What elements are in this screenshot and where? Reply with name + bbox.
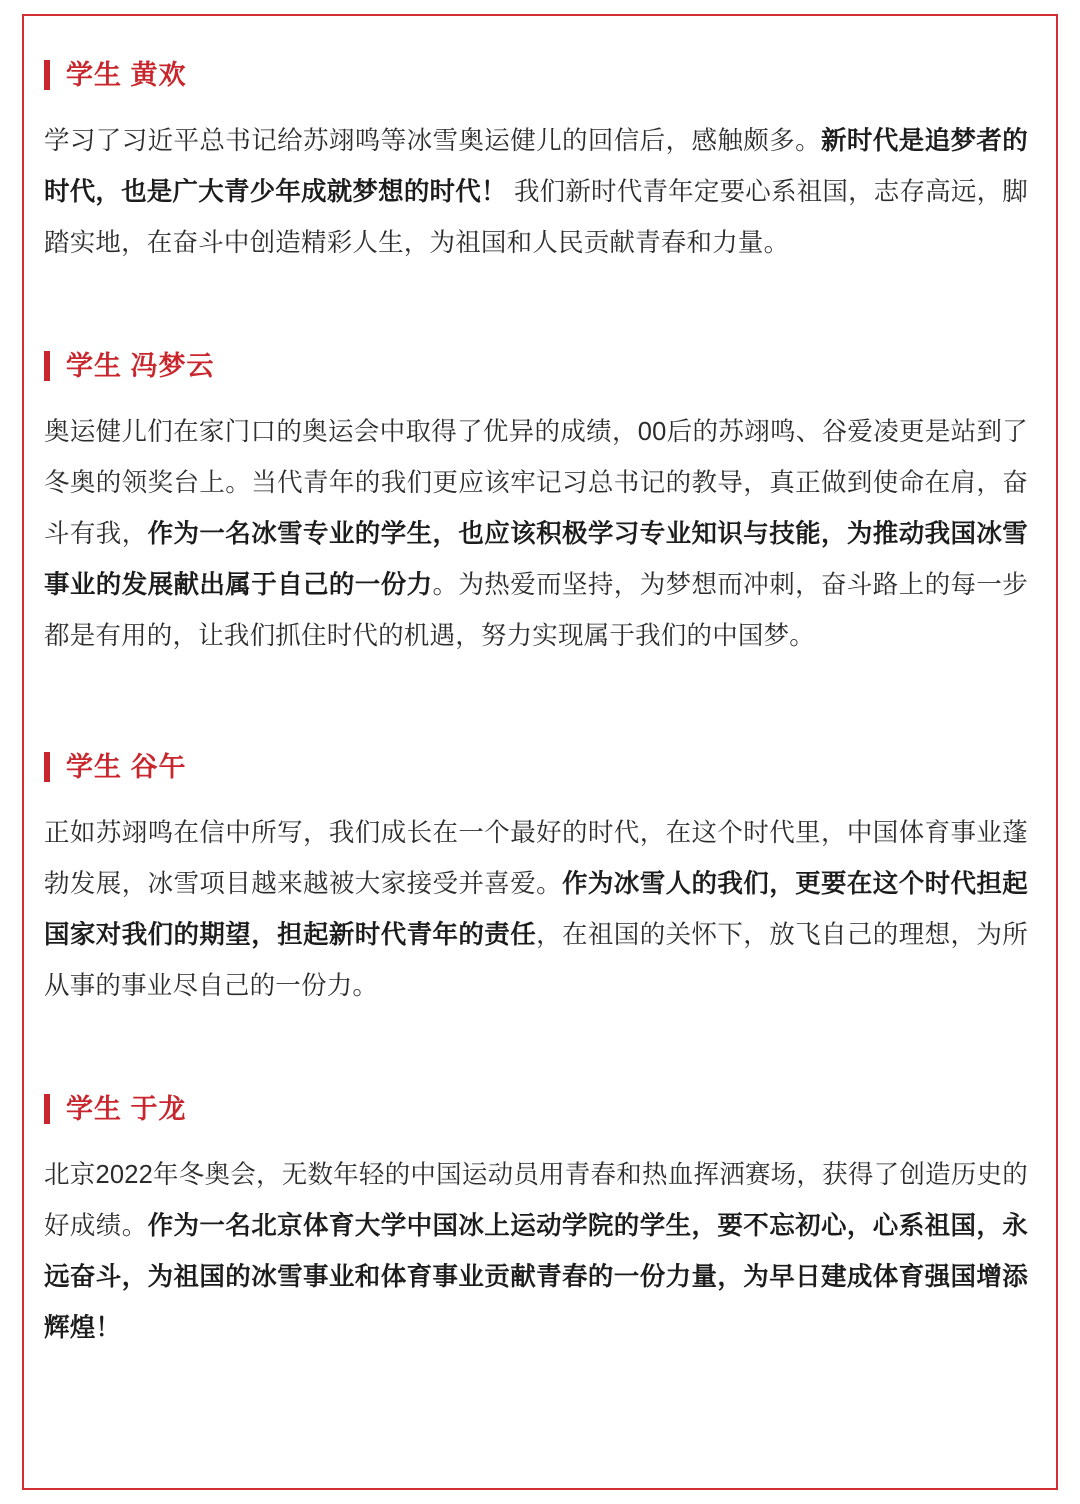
entry-header (44, 60, 1028, 90)
spacer (44, 1038, 1028, 1094)
entry-text-plain: ，在祖国的关怀下，放飞自己的理想，为所从事的事业尽自己的一份力。 (44, 921, 1028, 1000)
entry-header (44, 752, 1028, 782)
entry-text-bold: 作为一名冰雪专业的学生，也应该积极学习专业知识与技能，为推动我国冰雪事业的发展献出属于自己的一份力 (44, 520, 1028, 599)
testimonial-entry (44, 60, 1028, 269)
testimonial-entry (44, 752, 1028, 1012)
entry-title: 学生 冯梦云 (66, 350, 215, 381)
entry-body (44, 116, 1028, 269)
entry-text-plain: 学习了习近平总书记给苏翊鸣等冰雪奥运健儿的回信后，感触颇多。 (44, 127, 821, 155)
entry-title: 学生 谷午 (66, 751, 187, 782)
entry-text-bold: 作为冰雪人的我们，更要在这个时代担起国家对我们的期望，担起新时代青年的责任 (44, 870, 1028, 949)
spacer (44, 295, 1028, 351)
entry-title: 学生 黄欢 (66, 59, 187, 90)
entry-header (44, 1094, 1028, 1124)
entry-text-plain: 正如苏翊鸣在信中所写，我们成长在一个最好的时代，在这个时代里，中国体育事业蓬勃发展，冰雪项目越来越被大家接受并喜爱。 (44, 819, 1028, 898)
entry-body (44, 407, 1028, 662)
entry-title: 学生 于龙 (66, 1093, 187, 1124)
accent-bar-icon (44, 1094, 50, 1124)
spacer (44, 688, 1028, 752)
entry-text-plain: 我们新时代青年定要心系祖国，志存高远，脚踏实地，在奋斗中创造精彩人生，为祖国和人民贡献青春和力量。 (44, 178, 1028, 257)
entry-body (44, 808, 1028, 1012)
entry-text-plain: 。为热爱而坚持，为梦想而冲刺，奋斗路上的每一步都是有用的，让我们抓住时代的机遇，努力实现属于我们的中国梦。 (44, 571, 1028, 650)
testimonial-entry (44, 351, 1028, 662)
entry-text-plain: 奥运健儿们在家门口的奥运会中取得了优异的成绩，00后的苏翊鸣、谷爱凌更是站到了冬奥的领奖台上。当代青年的我们更应该牢记习总书记的教导，真正做到使命在肩，奋斗有我， (44, 418, 1028, 548)
entry-text-plain: 北京2022年冬奥会，无数年轻的中国运动员用青春和热血挥洒赛场，获得了创造历史的好成绩。 (44, 1161, 1028, 1240)
testimonial-entry (44, 1094, 1028, 1354)
accent-bar-icon (44, 752, 50, 782)
entry-header (44, 351, 1028, 381)
entry-body (44, 1150, 1028, 1354)
entry-text-bold: 新时代是追梦者的时代，也是广大青少年成就梦想的时代！ (44, 127, 1028, 206)
accent-bar-icon (44, 351, 50, 381)
accent-bar-icon (44, 60, 50, 90)
entry-text-bold: 作为一名北京体育大学中国冰上运动学院的学生，要不忘初心，心系祖国，永远奋斗，为祖国的冰雪事业和体育事业贡献青春的一份力量，为早日建成体育强国增添辉煌！ (44, 1212, 1028, 1342)
